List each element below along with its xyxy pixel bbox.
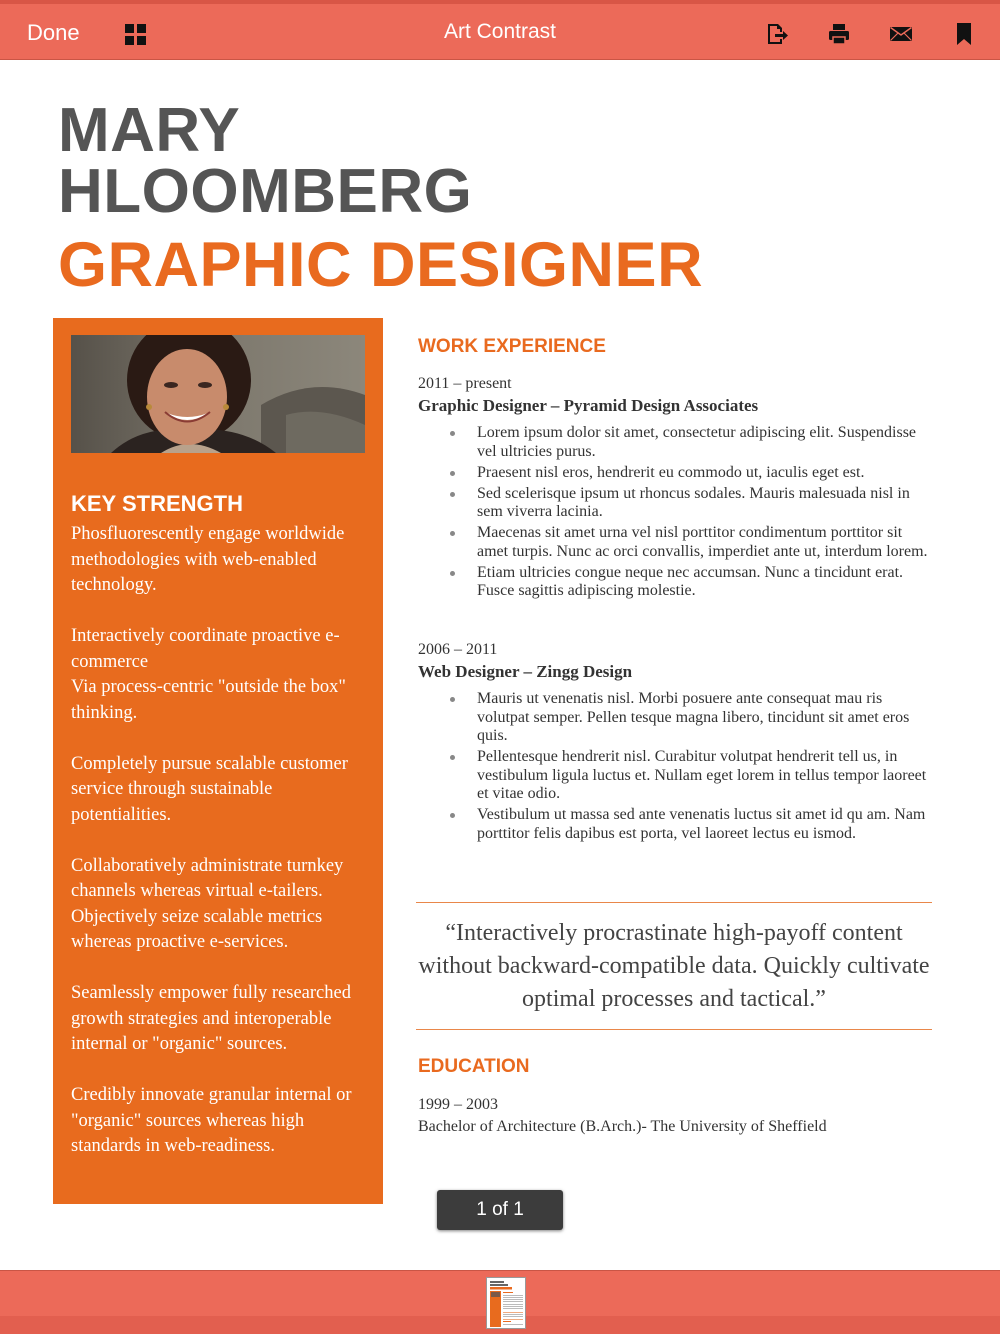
work-experience-heading: WORK EXPERIENCE <box>418 336 606 357</box>
top-toolbar <box>0 0 1000 60</box>
bullet-item: Etiam ultricies congue neque nec accumsan. Nunc a tincidunt erat. Fusce sagittis adipiscing molestie. <box>418 564 933 601</box>
resume-name <box>58 96 473 226</box>
bookmark-icon[interactable] <box>952 22 976 46</box>
done-button[interactable]: Done <box>27 20 80 45</box>
key-strength-paragraph: Phosfluorescently engage worldwide methodologies with web-enabled technology. <box>71 524 345 595</box>
job-dates: 2011 – present <box>418 375 512 392</box>
bullet-item: Vestibulum ut massa sed ante venenatis luctus sit amet id qu am. Nam porttitor felis dapibus est porta, vel laoreet lectus eu ismod. <box>418 806 933 843</box>
quote-text: “Interactively procrastinate high-payoff content without backward-compatible data. Quickly cultivate optimal processes and tactical.” <box>418 920 930 1012</box>
grid-icon[interactable] <box>125 24 146 45</box>
key-strength-paragraph: Completely pursue scalable customer service through sustainable potentialities. <box>71 753 348 825</box>
key-strength-sidebar <box>53 318 383 1204</box>
document-page <box>0 60 1000 1270</box>
bottom-toolbar <box>0 1270 1000 1334</box>
key-strength-paragraph: Interactively coordinate proactive e-commerce Via process-centric "outside the box" thinking. <box>71 626 346 723</box>
key-strength-paragraph: Credibly innovate granular internal or "organic" sources whereas high standards in web-readiness. <box>71 1085 352 1156</box>
export-icon[interactable] <box>765 22 789 46</box>
job-bullets <box>418 690 938 843</box>
name-first: MARY <box>58 96 241 165</box>
education-dates: 1999 – 2003 <box>418 1096 498 1113</box>
page-indicator: 1 of 1 <box>437 1190 563 1230</box>
key-strength-list <box>71 522 371 1185</box>
bullet-item: Lorem ipsum dolor sit amet, consectetur adipiscing elit. Suspendisse vel ultricies purus. <box>418 424 933 461</box>
profile-photo <box>71 335 365 453</box>
bullet-item: Maecenas sit amet urna vel nisl porttitor condimentum porttitor sit amet turpis. Nunc ac orci convallis, imperdiet ante ut, interdum lorem. <box>418 524 933 561</box>
bullet-item: Praesent nisl eros, hendrerit eu commodo ut, iaculis eget est. <box>418 464 933 483</box>
print-icon[interactable] <box>827 22 851 46</box>
education-section <box>418 1056 938 1136</box>
education-degree: Bachelor of Architecture (B.Arch.)- The University of Sheffield <box>418 1118 827 1135</box>
document-title: Art Contrast <box>443 20 557 43</box>
work-experience-section <box>418 336 938 846</box>
job-dates: 2006 – 2011 <box>418 641 498 658</box>
job-title: Web Designer – Zingg Design <box>418 662 633 681</box>
job-title: Graphic Designer – Pyramid Design Associates <box>418 396 759 415</box>
key-strength-heading: KEY STRENGTH <box>71 491 243 516</box>
bullet-item: Pellentesque hendrerit nisl. Curabitur volutpat hendrerit tell us, in vestibulum ligula luctus et. Nullam eget lorem in tellus tempor laoreet et vitae odio. <box>418 748 933 804</box>
key-strength-paragraph: Seamlessly empower fully researched growth strategies and interoperable internal or "organic" sources. <box>71 983 351 1054</box>
name-last: HLOOMBERG <box>58 157 473 226</box>
education-heading: EDUCATION <box>418 1056 530 1077</box>
bullet-item: Sed scelerisque ipsum ut rhoncus sodales. Mauris malesuada nisl in sem viverra lacinia. <box>418 485 933 522</box>
job-bullets <box>418 424 938 601</box>
resume-job-title: GRAPHIC DESIGNER <box>58 230 704 300</box>
key-strength-paragraph: Collaboratively administrate turnkey channels whereas virtual e-tailers. Objectively seize scalable metrics whereas proactive e-services. <box>71 855 344 952</box>
mail-icon[interactable] <box>889 22 913 46</box>
quote-block <box>416 902 932 1030</box>
page-thumbnail[interactable] <box>486 1277 526 1329</box>
bullet-item: Mauris ut venenatis nisl. Morbi posuere ante consequat mau ris volutpat semper. Pellen tesque magna libero, tincidunt sit amet eros quis. <box>418 690 933 746</box>
